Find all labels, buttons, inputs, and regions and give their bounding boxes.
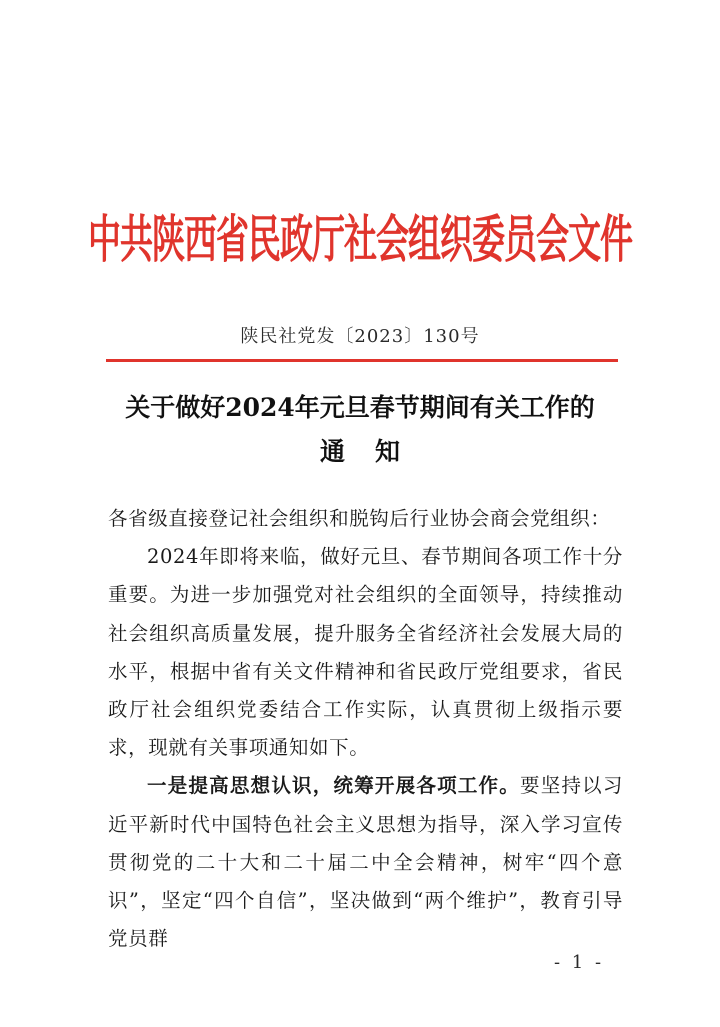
point-one-heading: 一是提高思想认识，统筹开展各项工作。 (147, 774, 520, 798)
salutation: 各省级直接登记社会组织和脱钩后行业协会商会党组织： (108, 507, 611, 530)
notice-title-line2: 通知 (319, 437, 430, 466)
red-divider-line (106, 359, 618, 362)
page-number: - 1 - (554, 952, 605, 973)
document-masthead: 中共陕西省民政厅社会组织委员会文件 (88, 209, 632, 270)
paragraph-intro: 2024年即将来临，做好元旦、春节期间各项工作十分重要。为进一步加强党对社会组织的全面领导，持续推动社会组织高质量发展，提升服务全省经济社会发展大局的水平，根据中省有关文件精神和省民政厅党组要求，省民政厅社会组织党委结合工作实际，认真贯彻上级指示要求，现就有关事项通知如下。 (108, 545, 623, 760)
document-number: 陕民社党发〔2023〕130号 (240, 326, 480, 347)
notice-body (108, 500, 623, 958)
notice-title-line1: 关于做好2024年元旦春节期间有关工作的 (125, 393, 595, 422)
point-one-text: 要坚持以习近平新时代中国特色社会主义思想为指导，深入学习宣传贯彻党的二十大和二十届二中全会精神，树牢“四个意识”，坚定“四个自信”，坚决做到“两个维护”，教育引导党员群 (108, 774, 623, 951)
notice-title (0, 386, 720, 474)
paragraph-point-one (108, 767, 623, 958)
